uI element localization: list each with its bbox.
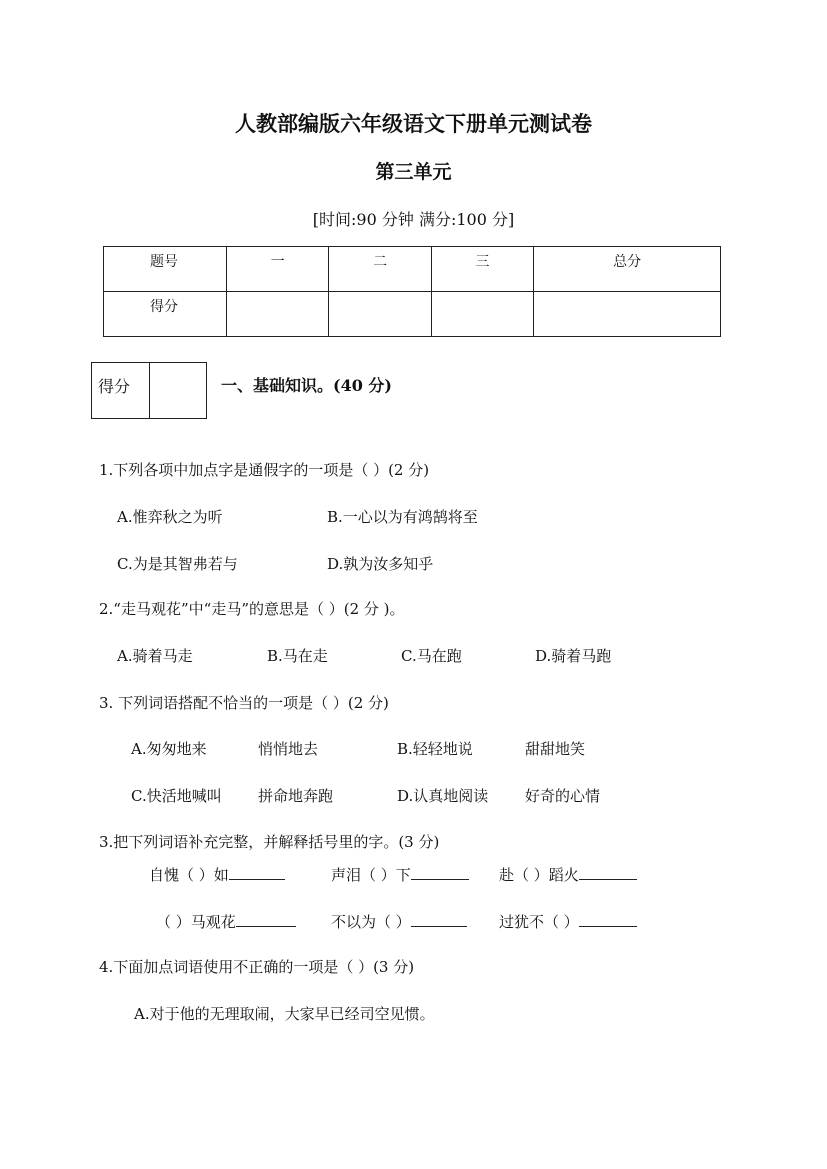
q3a-option-c1: C.快活地喊叫: [131, 787, 222, 805]
q1-option-a: A.惟弈秋之为听: [117, 508, 223, 526]
score-table: [103, 246, 721, 337]
q3a-option-b2: 甜甜地笑: [525, 740, 586, 758]
question-2-stem: 2.“走马观花”中“走马”的意思是（ ）(2 分 )。: [99, 600, 405, 618]
answer-blank[interactable]: [579, 865, 637, 880]
q4-option-a: A.对于他的无理取闹，大家早已经司空见惯。: [134, 1005, 435, 1023]
q2-option-b: B.马在走: [267, 647, 328, 665]
q3a-option-d2: 好奇的心情: [525, 787, 601, 805]
answer-blank[interactable]: [411, 912, 467, 927]
score-box-divider: [149, 363, 150, 418]
section-title: 一、基础知识。(40 分): [221, 376, 392, 395]
question-4-stem: 4.下面加点词语使用不正确的一项是（ ）(3 分): [99, 958, 415, 976]
answer-blank[interactable]: [236, 912, 296, 927]
idiom-blank-6: [499, 911, 637, 932]
page-title: 人教部编版六年级语文下册单元测试卷: [235, 111, 592, 136]
q2-option-a: A.骑着马走: [117, 647, 193, 665]
answer-blank[interactable]: [411, 865, 469, 880]
q3a-option-d1: D.认真地阅读: [397, 787, 489, 805]
score-table-header-cell: 二: [329, 247, 431, 292]
q2-option-d: D.骑着马跑: [535, 647, 612, 665]
unit-title: 第三单元: [375, 161, 452, 183]
score-cell[interactable]: [431, 292, 533, 337]
q2-option-c: C.马在跑: [401, 647, 462, 665]
question-1-stem: 1.下列各项中加点字是通假字的一项是（ ）(2 分): [99, 461, 430, 479]
score-cell[interactable]: [534, 292, 721, 337]
idiom-blank-1: [149, 864, 285, 885]
score-table-header-cell: 题号: [104, 247, 227, 292]
question-3b-stem: 3.把下列词语补充完整，并解释括号里的字。(3 分): [99, 833, 440, 851]
idiom-text: 赴（ ）蹈火: [499, 866, 579, 884]
question-3a-stem: 3. 下列词语搭配不恰当的一项是（ ）(2 分): [99, 694, 389, 712]
idiom-text: 不以为（ ）: [331, 913, 411, 931]
idiom-blank-4: [156, 911, 296, 932]
q1-option-c: C.为是其智弗若与: [117, 555, 238, 573]
score-table-header-cell: 一: [227, 247, 329, 292]
score-cell[interactable]: [227, 292, 329, 337]
q1-option-d: D.孰为汝多知乎: [327, 555, 434, 573]
section-score-label: 得分: [98, 377, 131, 396]
idiom-blank-3: [499, 864, 637, 885]
idiom-text: 过犹不（ ）: [499, 913, 579, 931]
q3a-option-c2: 拼命地奔跑: [258, 787, 334, 805]
idiom-text: （ ）马观花: [156, 913, 236, 931]
score-table-score-row: [104, 292, 721, 337]
score-table-header-row: [104, 247, 721, 292]
answer-blank[interactable]: [579, 912, 637, 927]
score-table-header-cell: 三: [431, 247, 533, 292]
idiom-blank-5: [331, 911, 467, 932]
q3a-option-a2: 悄悄地去: [258, 740, 319, 758]
q1-option-b: B.一心以为有鸿鹄将至: [327, 508, 478, 526]
idiom-text: 自愧（ ）如: [149, 866, 229, 884]
score-table-header-cell: 总分: [534, 247, 721, 292]
idiom-blank-2: [331, 864, 469, 885]
answer-blank[interactable]: [229, 865, 285, 880]
idiom-text: 声泪（ ）下: [331, 866, 411, 884]
score-cell[interactable]: [329, 292, 431, 337]
q3a-option-a1: A.匆匆地来: [131, 740, 207, 758]
time-score-info: [时间:90 分钟 满分:100 分]: [312, 210, 515, 229]
q3a-option-b1: B.轻轻地说: [397, 740, 473, 758]
score-row-label: 得分: [104, 292, 227, 337]
section-score-box: [91, 362, 207, 419]
